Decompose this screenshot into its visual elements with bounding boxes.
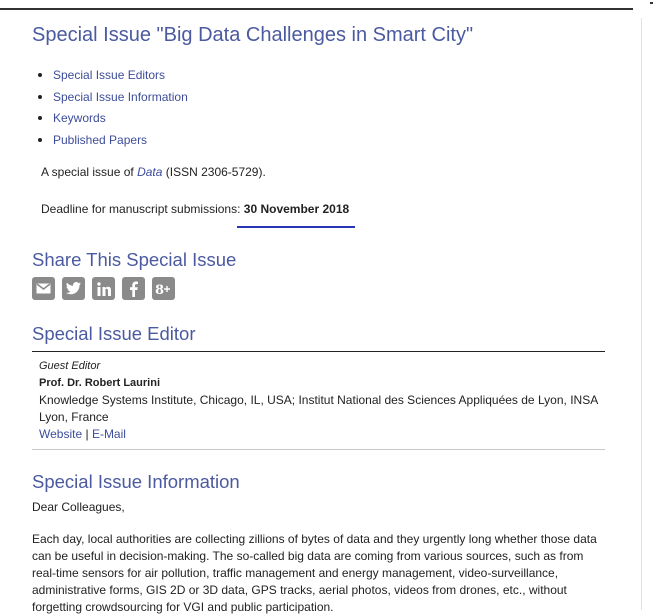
deadline-underline — [237, 226, 355, 228]
info-paragraph: Each day, local authorities are collecting zillions of bytes of data and they urgently long whether those data can be useful in decision-making. The so-called big data are coming from various sources, such as from real-time sensors for air pollution, traffic management and energy management, video-surveillance, administrative forms, GIS 2D or 3D data, GPS tracks, aerial photos, videos from drones, etc., without forgetting crowdsourcing for VGI and public participation. — [32, 532, 597, 614]
editor-card — [39, 358, 599, 443]
journal-prefix: A special issue of — [41, 165, 138, 179]
editor-links — [39, 426, 599, 443]
deadline-value: 30 November 2018 — [243, 202, 350, 216]
page-title: Special Issue "Big Data Challenges in Smart City" — [32, 24, 474, 46]
toc-item — [32, 88, 188, 110]
table-of-contents — [32, 66, 188, 152]
editor-email-link[interactable]: E-Mail — [91, 427, 126, 441]
editor-website-link[interactable]: Website — [39, 427, 83, 441]
facebook-icon[interactable] — [122, 277, 145, 300]
email-icon[interactable] — [32, 277, 55, 300]
toc-link-keywords[interactable]: Keywords — [53, 111, 106, 125]
link-separator: | — [82, 427, 92, 441]
toc-link-editors[interactable]: Special Issue Editors — [53, 68, 166, 82]
share-icons — [32, 277, 175, 300]
journal-link[interactable]: Data — [137, 165, 163, 179]
info-heading: Special Issue Information — [32, 471, 240, 492]
svg-text:8: 8 — [155, 282, 165, 296]
twitter-icon[interactable] — [62, 277, 85, 300]
journal-line — [41, 165, 266, 179]
toc-item — [32, 109, 188, 131]
google-plus-icon[interactable] — [152, 277, 175, 300]
info-greeting: Dear Colleagues, — [32, 500, 125, 514]
linkedin-icon[interactable] — [92, 277, 115, 300]
editor-heading: Special Issue Editor — [32, 323, 196, 344]
toc-link-information[interactable]: Special Issue Information — [53, 89, 188, 104]
corner-mark — [650, 2, 653, 4]
toc-link-published-papers[interactable]: Published Papers — [53, 132, 148, 147]
editor-name: Prof. Dr. Robert Laurini — [39, 377, 161, 389]
sidebar-divider — [641, 18, 642, 610]
toc-item — [32, 131, 188, 153]
top-rule — [0, 8, 633, 10]
editor-affiliation: Knowledge Systems Institute, Chicago, IL, USA; Institut National des Sciences Appliquées de Lyon, INSA Lyon, France — [39, 393, 598, 424]
deadline-line — [41, 202, 349, 216]
editor-role: Guest Editor — [39, 360, 101, 372]
toc-item — [32, 66, 188, 88]
journal-suffix: (ISSN 2306-5729). — [162, 165, 266, 179]
editor-bottom-divider — [32, 449, 605, 450]
deadline-label: Deadline for manuscript submissions: — [41, 202, 244, 216]
share-heading: Share This Special Issue — [32, 249, 237, 270]
editor-divider — [32, 351, 605, 352]
